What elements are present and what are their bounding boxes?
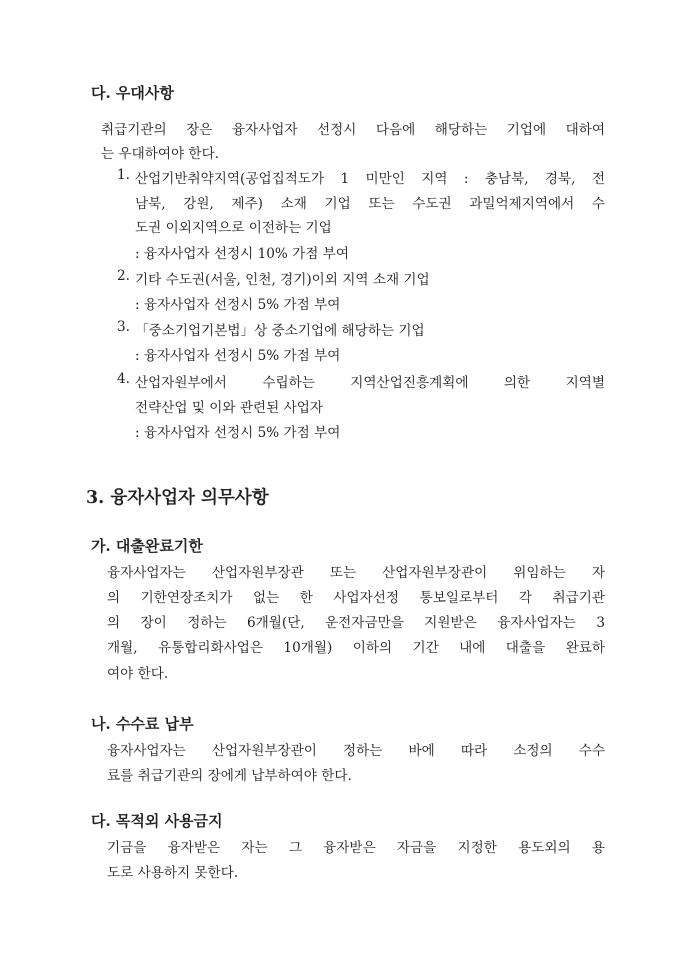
body-line: 료를 취급기관의 장에게 납부하여야 한다. [107, 768, 352, 784]
body-line: 융자사업자는 산업자원부장관이 정하는 바에 따라 소정의 수수 [107, 743, 605, 759]
body-line: 도로 사용하지 못한다. [107, 865, 239, 881]
body-line: 의 장이 정하는 6개월(단, 운전자금만을 지원받은 융자사업자는 3 [107, 615, 605, 631]
item-line: 남북, 강원, 제주) 소재 기업 또는 수도권 과밀억제지역에서 수 [135, 196, 605, 212]
body-line: 개월, 유통합리화사업은 10개월) 이하의 기간 내에 대출을 완료하 [107, 640, 605, 656]
item-line: 도권 이외지역으로 이전하는 기업 [135, 220, 332, 236]
item-benefit: : 융자사업자 선정시 5% 가점 부여 [135, 425, 341, 441]
body-line: 의 기한연장조치가 없는 한 사업자선정 통보일로부터 각 취급기관 [107, 590, 605, 606]
section-heading-misuse-prohibition: 다. 목적외 사용금지 [91, 812, 223, 830]
item-number: 3. [117, 319, 130, 335]
item-line: 산업자원부에서 수립하는 지역산업진흥계획에 의한 지역별 [135, 375, 605, 391]
body-line: 융자사업자는 산업자원부장관 또는 산업자원부장관이 위임하는 자 [107, 565, 605, 581]
body-line: 기금을 융자받은 자는 그 융자받은 자금을 지정한 용도외의 용 [107, 840, 605, 856]
item-line: 기타 수도권(서울, 인천, 경기)이외 지역 소재 기업 [135, 272, 430, 288]
intro-line-1: 취급기관의 장은 융자사업자 선정시 다음에 해당하는 기업에 대하여 [101, 122, 605, 138]
chapter-heading-obligations: 3. 융자사업자 의무사항 [86, 488, 269, 508]
section-heading-preferential: 다. 우대사항 [91, 84, 174, 102]
section-heading-fee-payment: 나. 수수료 납부 [91, 715, 194, 733]
item-number: 2. [117, 268, 130, 284]
item-line: 「중소기업기본법」상 중소기업에 해당하는 기업 [135, 323, 425, 339]
item-benefit: : 융자사업자 선정시 5% 가점 부여 [135, 348, 341, 364]
item-line: 산업기반취약지역(공업집적도가 1 미만인 지역 : 충남북, 경북, 전 [135, 171, 605, 187]
item-number: 4. [117, 371, 130, 387]
item-benefit: : 융자사업자 선정시 10% 가점 부여 [135, 246, 349, 262]
body-line: 여야 한다. [107, 666, 169, 682]
section-heading-loan-deadline: 가. 대출완료기한 [91, 537, 203, 555]
intro-line-2: 는 우대하여야 한다. [101, 146, 220, 162]
item-benefit: : 융자사업자 선정시 5% 가점 부여 [135, 297, 341, 313]
item-line: 전략산업 및 이와 관련된 사업자 [135, 400, 323, 416]
item-number: 1. [117, 167, 130, 183]
